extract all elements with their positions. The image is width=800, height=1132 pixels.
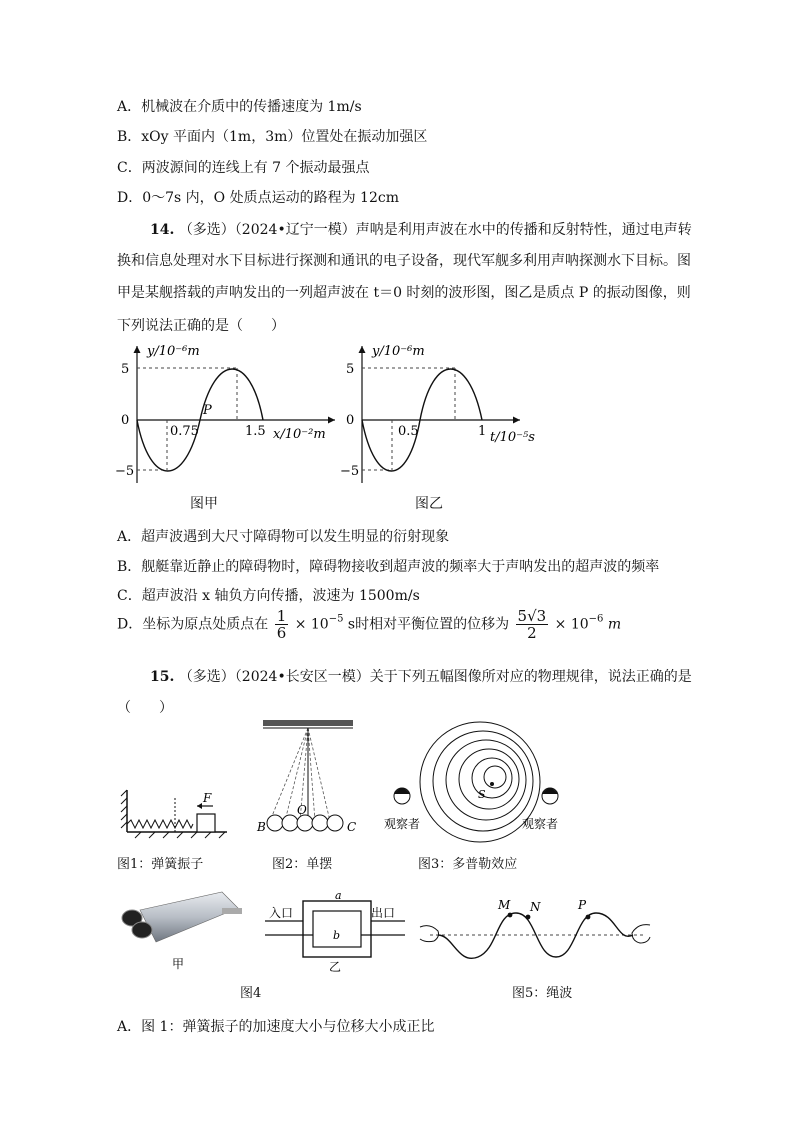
yi-xlabel: t/10⁻⁵s [490, 430, 535, 445]
q13-option-b: B．xOy 平面内（1m，3m）位置处在振动加强区 [117, 129, 428, 145]
yi-x-tick2: 1 [478, 424, 487, 439]
fig3-caption: 图3：多普勒效应 [418, 857, 518, 872]
fig4-chamber-diagram [265, 893, 405, 973]
jia-y-bottom: −5 [115, 464, 135, 479]
spring-coil [127, 820, 193, 828]
q14-caption-jia: 图甲 [190, 496, 218, 512]
hand-left-icon [420, 926, 439, 942]
fig5-rope-wave [418, 895, 653, 970]
oscillator-block [197, 814, 215, 832]
rope-curve [438, 913, 633, 958]
q15-option-a: A．图 1：弹簧振子的加速度大小与位移大小成正比 [117, 1019, 435, 1035]
observer-right-icon [542, 788, 558, 804]
fig3-source-label: S [478, 788, 486, 801]
fig2-label-c: C [347, 820, 357, 834]
fig5-label-n: N [530, 900, 541, 914]
fig4-label-a: a [335, 893, 342, 902]
fig4-caption: 图4 [240, 986, 262, 1001]
hand-right-icon [632, 925, 650, 943]
fig4-inlet: 入口 [269, 906, 294, 920]
q14-option-b: B．舰艇靠近静止的障碍物时，障碍物接收到超声波的频率大于声呐发出的超声波的频率 [117, 559, 660, 575]
q14-stem-line2: 换和信息处理对水下目标进行探测和通讯的电子设备，现代军舰多利用声呐探测水下目标。图 [117, 253, 691, 269]
fig2-caption: 图2：单摆 [272, 857, 333, 872]
yi-y-bottom: −5 [340, 464, 360, 479]
yi-x-tick1: 0.5 [398, 424, 419, 439]
fig5-caption: 图5：绳波 [512, 986, 573, 1001]
q13-option-c: C．两波源间的连线上有 7 个振动最强点 [117, 160, 370, 176]
jia-xlabel: x/10⁻²m [273, 427, 326, 442]
q15-stem-line2: （ ） [117, 700, 173, 716]
jia-y-zero: 0 [121, 413, 130, 428]
fig3-doppler [380, 718, 575, 846]
fig4-jia-label: 甲 [172, 957, 185, 971]
q14-number: 14. [150, 222, 175, 238]
q14-graph-jia [115, 338, 345, 488]
observer-left-icon [394, 788, 410, 804]
q14-stem-line1: 14. （多选）（2024•辽宁一模）声呐是利用声波在水中的传播和反射特性，通过电声转 [150, 222, 692, 238]
fig3-observer-left: 观察者 [384, 817, 421, 831]
q13-option-d: D．0～7s 内，O 处质点运动的路程为 12cm [117, 190, 399, 206]
q14-stem-line4: 下列说法正确的是（ ） [117, 318, 285, 334]
jia-x-tick2: 1.5 [245, 424, 266, 439]
q15-number: 15. [150, 669, 175, 685]
fig4-yi-label: 乙 [329, 960, 342, 973]
fig4-muffler-image [112, 878, 247, 973]
q14-option-d: D．坐标为原点处质点在 $\frac{1}{6}$ × $10^{-5}$ s时相对平衡位置的位移为 $\frac{5√3}{2}$ × $10^{-6}$ m [117, 607, 622, 642]
q14-option-a: A．超声波遇到大尺寸障碍物可以发生明显的衍射现象 [117, 529, 450, 545]
jia-point-p: P [203, 403, 212, 418]
q13-option-a: A．机械波在介质中的传播速度为 1m/s [117, 99, 362, 115]
fig2-label-o: O [297, 803, 307, 817]
fraction-five-root3-over-2: $\frac{5√3}{2}$ [517, 607, 547, 642]
jia-y-top: 5 [121, 362, 130, 377]
fig1-caption: 图1：弹簧振子 [117, 857, 204, 872]
yi-y-zero: 0 [346, 413, 355, 428]
yi-ylabel: y/10⁻⁶m [372, 344, 425, 359]
fraction-one-sixth: $\frac{1}{6}$ [276, 607, 287, 642]
fig1-force-label: F [203, 791, 212, 805]
yi-y-top: 5 [346, 362, 355, 377]
fig4-outlet: 出口 [371, 906, 396, 920]
fig2-label-b: B [257, 820, 266, 834]
q15-stem-line1: 15. （多选）（2024•长安区一模）关于下列五幅图像所对应的物理规律，说法正确的是 [150, 669, 692, 685]
fig5-label-m: M [498, 898, 511, 912]
jia-ylabel: y/10⁻⁶m [147, 344, 200, 359]
fig1-spring-oscillator [115, 780, 235, 840]
fig3-observer-right: 观察者 [522, 817, 559, 831]
fig2-pendulum [255, 718, 365, 843]
q14-caption-yi: 图乙 [415, 496, 443, 512]
jia-x-tick1: 0.75 [170, 424, 199, 439]
q14-graph-yi [340, 338, 570, 488]
q14-option-c: C．超声波沿 x 轴负方向传播，波速为 1500m/s [117, 588, 420, 604]
fig5-label-p: P [578, 898, 587, 912]
q14-stem-line3: 甲是某舰搭载的声呐发出的一列超声波在 t＝0 时刻的波形图，图乙是质点 P 的振动图像，则 [117, 285, 691, 301]
fig4-label-b: b [333, 929, 341, 942]
